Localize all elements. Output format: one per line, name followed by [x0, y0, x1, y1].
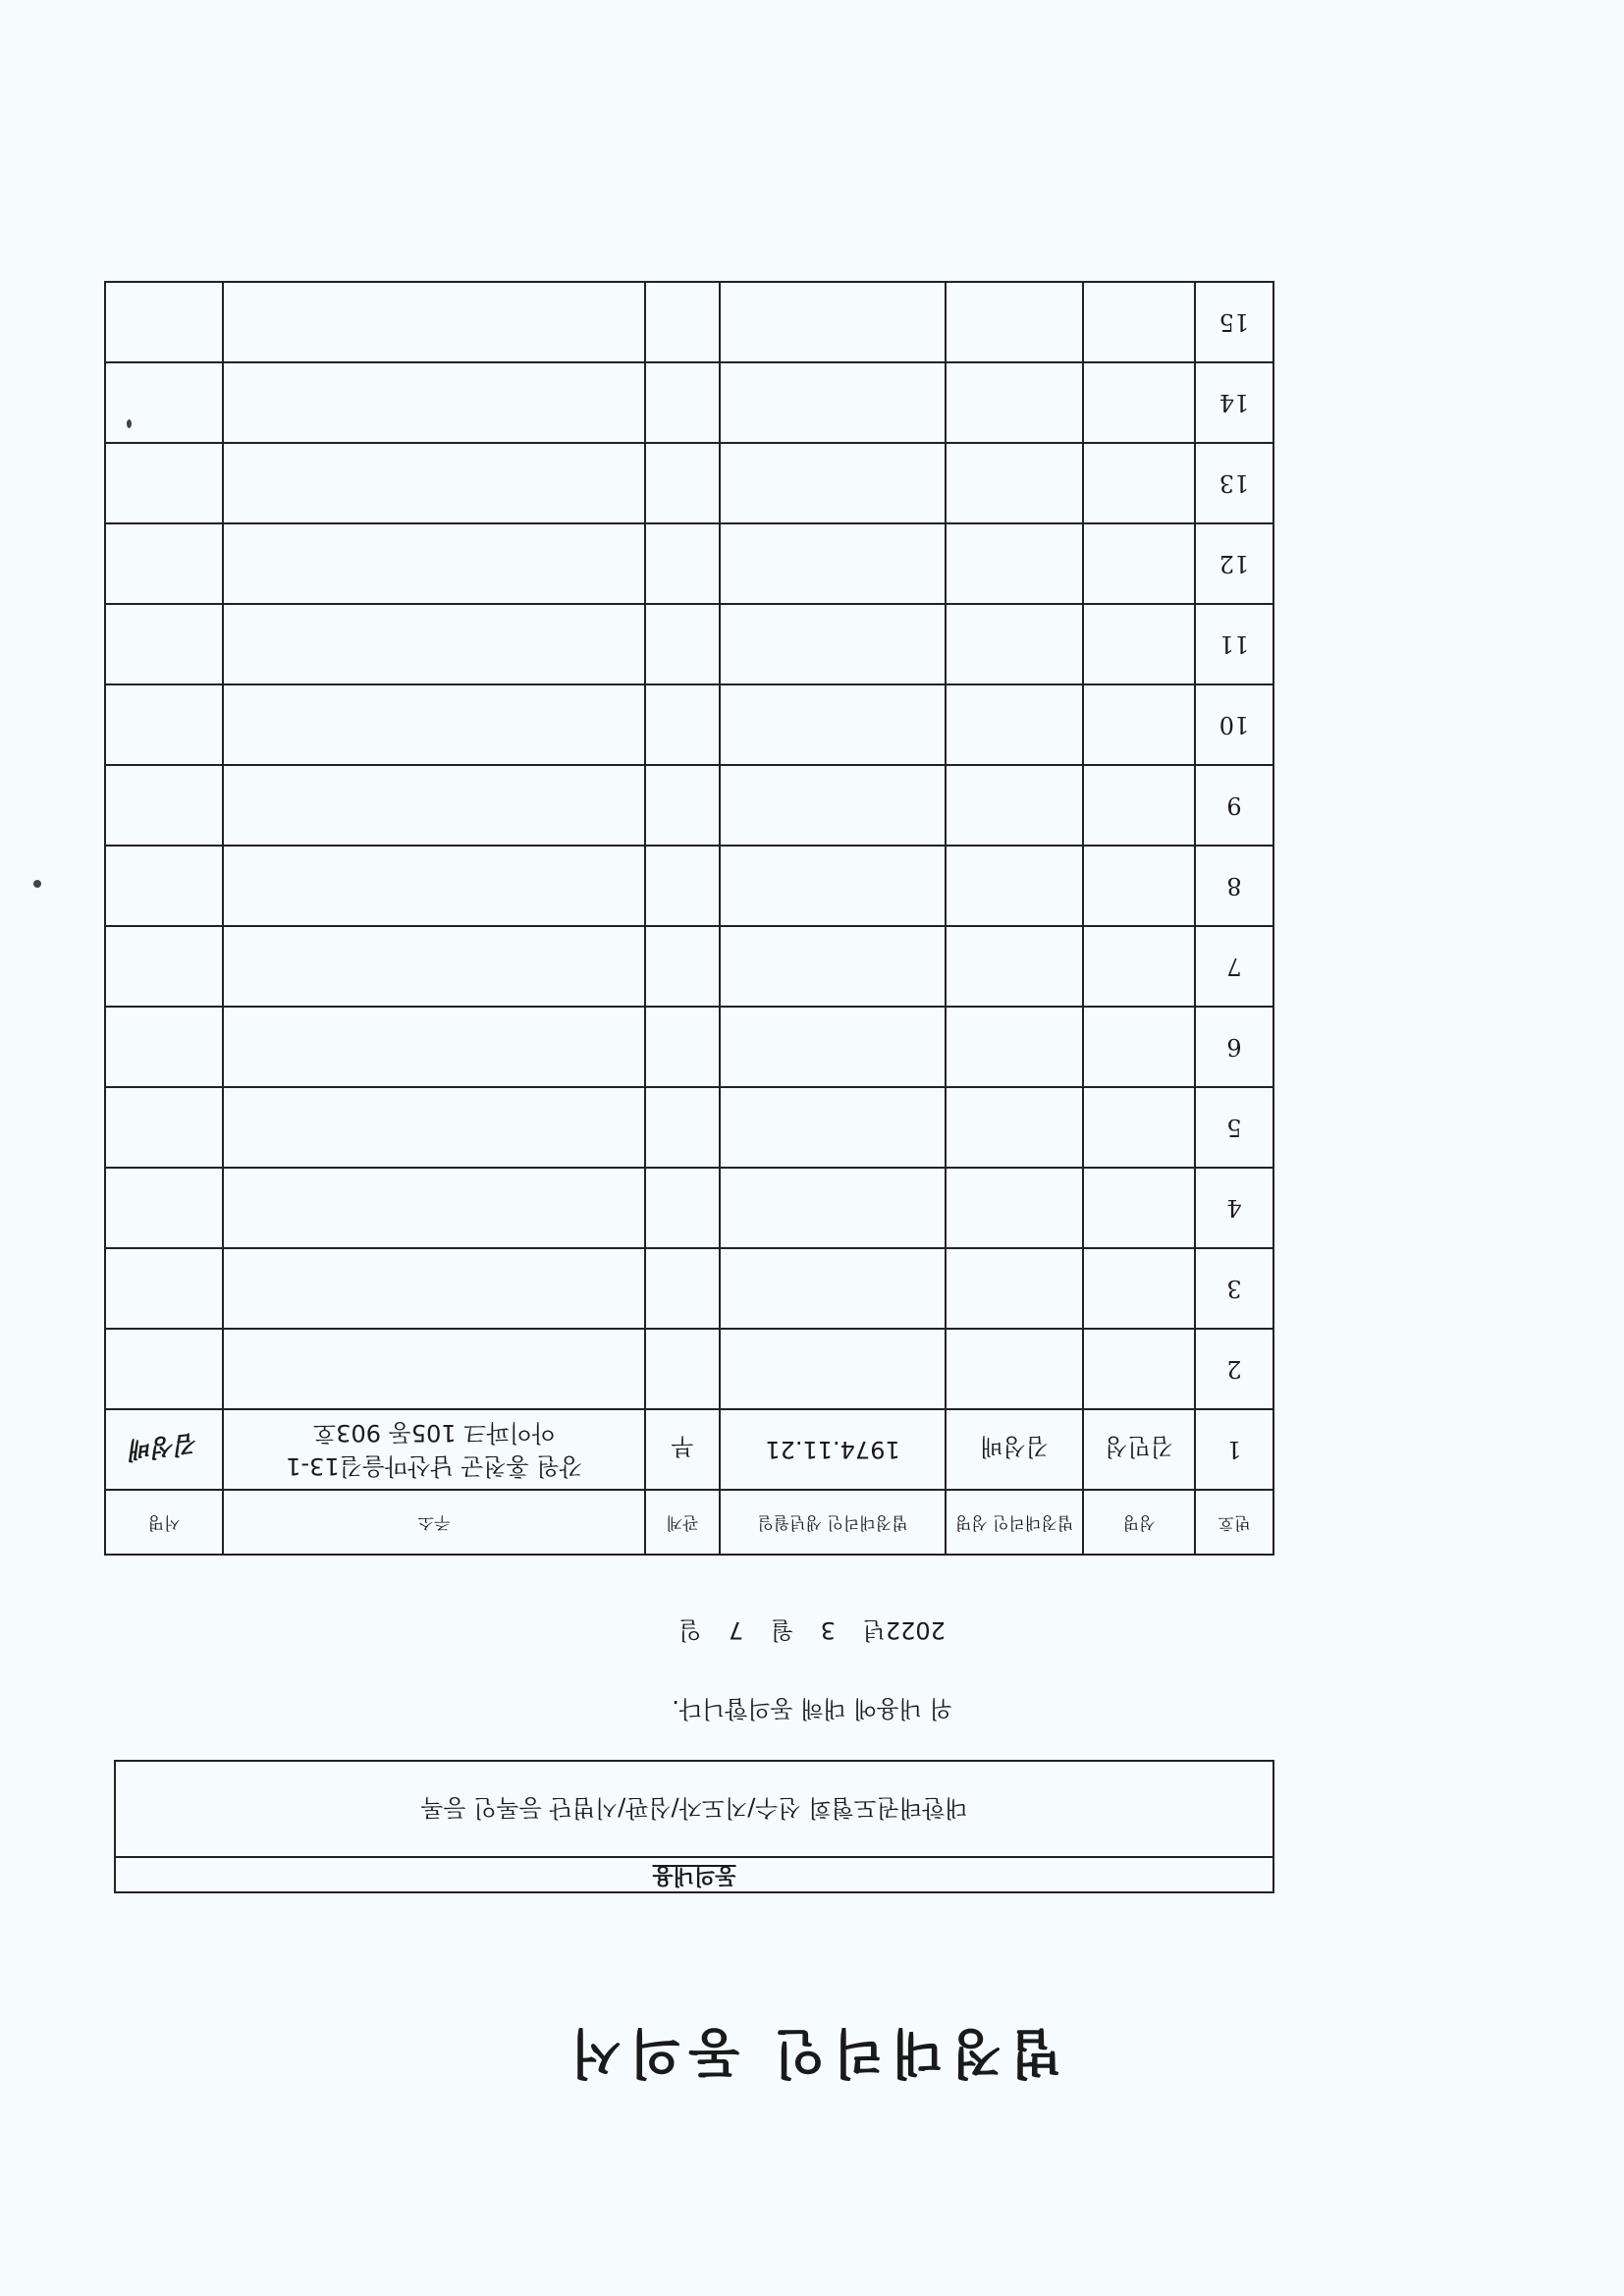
cell-no: 2: [1195, 1329, 1273, 1409]
date-year: 2022년: [862, 1616, 946, 1644]
cell-no: 3: [1195, 1248, 1273, 1329]
cell-address: [223, 926, 645, 1007]
table-row: [105, 443, 1273, 523]
date-line: [0, 1615, 1624, 1650]
header-address: 주소: [223, 1490, 645, 1555]
cell-guardian-birth: [720, 523, 946, 604]
cell-address: [223, 282, 645, 362]
cell-no: 11: [1195, 604, 1273, 684]
cell-guardian-name: [946, 362, 1083, 443]
table-row: [105, 1409, 1273, 1490]
consent-body: 대한태권도협회 선수/지도자/심판/시범단 등록인 등록: [420, 1794, 968, 1822]
table-row: [105, 604, 1273, 684]
cell-relation: [645, 926, 720, 1007]
cell-guardian-birth: [720, 1248, 946, 1329]
cell-guardian-name: [946, 765, 1083, 846]
header-name: 성명: [1083, 1490, 1195, 1555]
cell-name: [1083, 282, 1195, 362]
scan-speck: [127, 419, 132, 428]
cell-guardian-birth: [720, 362, 946, 443]
table-row: [105, 926, 1273, 1007]
cell-address: [223, 684, 645, 765]
cell-address: [223, 1087, 645, 1168]
signature: 김성배: [128, 1429, 199, 1466]
cell-no: 6: [1195, 1007, 1273, 1087]
table-row: [105, 1329, 1273, 1409]
cell-guardian-birth: [720, 1329, 946, 1409]
cell-guardian-birth: [720, 1087, 946, 1168]
cell-guardian-name: [946, 1168, 1083, 1248]
cell-relation: 부: [645, 1409, 720, 1490]
cell-name: [1083, 362, 1195, 443]
header-guardian-birth: 법정대리인 생년월일: [720, 1490, 946, 1555]
cell-name: [1083, 1168, 1195, 1248]
cell-no: 10: [1195, 684, 1273, 765]
cell-signature: [105, 1168, 223, 1248]
header-guardian-name: 법정대리인 성명: [946, 1490, 1083, 1555]
consent-heading: 동의내용: [116, 1856, 1272, 1891]
cell-signature: [105, 1248, 223, 1329]
cell-address: [223, 362, 645, 443]
cell-signature: [105, 846, 223, 926]
cell-address: [223, 443, 645, 523]
cell-name: [1083, 1007, 1195, 1087]
cell-no: 5: [1195, 1087, 1273, 1168]
cell-name: 김민성: [1083, 1409, 1195, 1490]
scan-speck: [33, 880, 41, 888]
cell-no: 15: [1195, 282, 1273, 362]
agree-statement: 위 내용에 대해 동의합니다.: [672, 1695, 952, 1722]
header-no: 번호: [1195, 1490, 1273, 1555]
cell-guardian-name: [946, 523, 1083, 604]
cell-guardian-birth: [720, 1168, 946, 1248]
cell-signature: [105, 362, 223, 443]
cell-relation: [645, 1248, 720, 1329]
cell-relation: [645, 684, 720, 765]
cell-guardian-name: [946, 1248, 1083, 1329]
cell-guardian-birth: 1974.11.21: [720, 1409, 946, 1490]
table-row: [105, 684, 1273, 765]
cell-signature: [105, 1329, 223, 1409]
cell-address: [223, 604, 645, 684]
cell-no: 13: [1195, 443, 1273, 523]
cell-signature: [105, 1007, 223, 1087]
cell-guardian-name: [946, 1329, 1083, 1409]
cell-signature: [105, 684, 223, 765]
cell-no: 9: [1195, 765, 1273, 846]
table-row: [105, 282, 1273, 362]
cell-guardian-birth: [720, 282, 946, 362]
cell-guardian-name: [946, 604, 1083, 684]
cell-relation: [645, 1168, 720, 1248]
cell-guardian-name: [946, 846, 1083, 926]
cell-address: [223, 523, 645, 604]
table-row: [105, 523, 1273, 604]
page-title: 법정대리인 동의서: [562, 2022, 1062, 2084]
date-day: 7 일: [678, 1616, 744, 1644]
consent-box: [114, 1760, 1274, 1893]
cell-guardian-name: [946, 1007, 1083, 1087]
cell-name: [1083, 926, 1195, 1007]
table-header-row: [105, 1490, 1273, 1555]
header-sign: 서명: [105, 1490, 223, 1555]
table-row: [105, 1087, 1273, 1168]
date-month: 3 월: [770, 1616, 836, 1644]
cell-relation: [645, 765, 720, 846]
cell-name: [1083, 1087, 1195, 1168]
cell-guardian-name: [946, 443, 1083, 523]
cell-guardian-birth: [720, 684, 946, 765]
guardian-table: [104, 281, 1274, 1556]
cell-no: 4: [1195, 1168, 1273, 1248]
cell-address: [223, 1168, 645, 1248]
cell-guardian-birth: [720, 765, 946, 846]
cell-signature: [105, 282, 223, 362]
cell-guardian-name: [946, 282, 1083, 362]
cell-signature: [105, 604, 223, 684]
cell-guardian-name: [946, 1087, 1083, 1168]
cell-name: [1083, 523, 1195, 604]
cell-address: [223, 1007, 645, 1087]
address-line: 아이파크 105동 903호: [313, 1419, 555, 1447]
cell-signature: [105, 443, 223, 523]
cell-no: 14: [1195, 362, 1273, 443]
cell-name: [1083, 765, 1195, 846]
cell-relation: [645, 846, 720, 926]
cell-guardian-birth: [720, 604, 946, 684]
cell-relation: [645, 604, 720, 684]
table-row: [105, 765, 1273, 846]
cell-relation: [645, 523, 720, 604]
cell-signature: [105, 1087, 223, 1168]
cell-relation: [645, 443, 720, 523]
cell-address: [223, 1329, 645, 1409]
cell-name: [1083, 684, 1195, 765]
header-relation: 관계: [645, 1490, 720, 1555]
cell-name: [1083, 846, 1195, 926]
table-row: [105, 362, 1273, 443]
cell-no: 12: [1195, 523, 1273, 604]
cell-address: [223, 846, 645, 926]
cell-guardian-birth: [720, 443, 946, 523]
cell-address: [223, 1409, 645, 1490]
cell-guardian-birth: [720, 846, 946, 926]
cell-relation: [645, 1007, 720, 1087]
cell-no: 1: [1195, 1409, 1273, 1490]
cell-guardian-birth: [720, 1007, 946, 1087]
cell-guardian-name: 김성배: [946, 1409, 1083, 1490]
cell-relation: [645, 1329, 720, 1409]
cell-no: 7: [1195, 926, 1273, 1007]
cell-signature: [105, 926, 223, 1007]
cell-signature: [105, 523, 223, 604]
cell-relation: [645, 282, 720, 362]
cell-name: [1083, 1248, 1195, 1329]
cell-guardian-name: [946, 684, 1083, 765]
cell-guardian-name: [946, 926, 1083, 1007]
cell-address: [223, 1248, 645, 1329]
table-row: [105, 1248, 1273, 1329]
cell-address: [223, 765, 645, 846]
table-row: [105, 846, 1273, 926]
cell-guardian-birth: [720, 926, 946, 1007]
cell-no: 8: [1195, 846, 1273, 926]
cell-name: [1083, 604, 1195, 684]
cell-name: [1083, 443, 1195, 523]
cell-relation: [645, 1087, 720, 1168]
cell-name: [1083, 1329, 1195, 1409]
address-line: 강원 홍천군 남산마을길13-1: [286, 1452, 582, 1480]
table-row: [105, 1007, 1273, 1087]
cell-signature: [105, 765, 223, 846]
cell-signature: [105, 1409, 223, 1490]
table-row: [105, 1168, 1273, 1248]
cell-relation: [645, 362, 720, 443]
